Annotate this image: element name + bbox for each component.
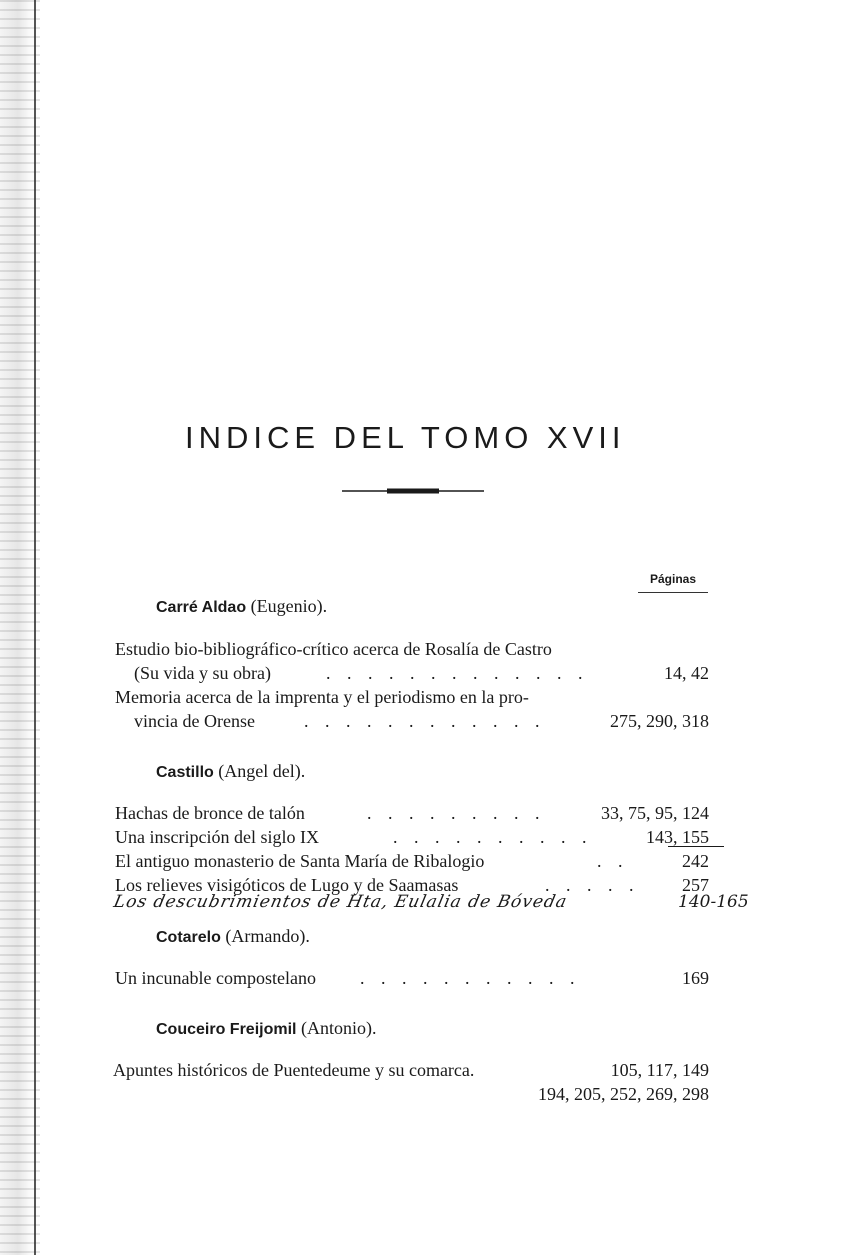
leader-dots: . . . . . . . . . xyxy=(367,803,546,823)
handwritten-note-pages: 140-165 xyxy=(678,892,749,912)
entry-line xyxy=(115,966,709,990)
entry-text: vincia de Orense xyxy=(134,711,255,731)
author-surname: Carré Aldao xyxy=(156,599,247,616)
author-given-name: (Armando). xyxy=(225,926,310,946)
handwritten-underline-mark xyxy=(668,846,724,847)
entry-pages: 169 xyxy=(682,968,709,988)
entry-pages: 242 xyxy=(682,851,709,871)
handwritten-annotation xyxy=(111,892,764,918)
author-heading xyxy=(156,926,310,947)
leader-dots: . . . . . . . . . . . xyxy=(360,968,581,988)
entry-pages: 194, 205, 252, 269, 298 xyxy=(538,1084,709,1104)
entry-text: Estudio bio-bibliográfico-crítico acerca de Rosalía de Castro xyxy=(115,639,552,659)
leader-dots: . . . . . . . . . . xyxy=(393,827,593,847)
author-given-name: (Eugenio). xyxy=(250,596,328,616)
author-surname: Couceiro Freijomil xyxy=(156,1021,297,1038)
entry-line xyxy=(115,801,709,825)
entry-pages: 257 xyxy=(682,875,709,895)
entry-pages: 33, 75, 95, 124 xyxy=(601,803,709,823)
entry-text: El antiguo monasterio de Santa María de Ribalogio xyxy=(115,851,485,871)
entry-line xyxy=(115,849,709,873)
leader-dots: . . xyxy=(597,851,629,871)
entry-pages: 14, 42 xyxy=(664,663,709,683)
leader-dots: . . . . . . . . . . . . xyxy=(304,711,546,731)
entry-text: Los relieves visigóticos de Lugo y de Saamasas xyxy=(115,875,459,895)
entry-line xyxy=(134,709,709,733)
leader-dots: . . . . . . . . . . . . . xyxy=(326,663,589,683)
entry-text: Una inscripción del siglo IX xyxy=(115,827,319,847)
author-heading xyxy=(156,1018,376,1039)
entry-line xyxy=(115,825,709,849)
author-given-name: (Angel del). xyxy=(218,761,306,781)
entry-pages: 105, 117, 149 xyxy=(610,1060,709,1080)
leader-dots: . . . . . xyxy=(545,875,640,895)
entry-line xyxy=(134,661,709,685)
pages-column-header: Páginas xyxy=(638,572,708,593)
entry-pages: 275, 290, 318 xyxy=(610,711,709,731)
entry-line xyxy=(113,1058,709,1082)
author-surname: Castillo xyxy=(156,764,214,781)
handwritten-note-text: Los descubrimientos de Hta, Eulalia de Bóveda xyxy=(111,892,570,912)
author-surname: Cotarelo xyxy=(156,929,221,946)
author-given-name: (Antonio). xyxy=(300,1018,377,1038)
entry-text: Memoria acerca de la imprenta y el periodismo en la pro- xyxy=(115,687,529,707)
entry-text: Un incunable compostelano xyxy=(115,968,316,988)
entry-title-line xyxy=(115,685,675,709)
page-title: INDICE DEL TOMO XVII xyxy=(185,420,626,455)
author-heading xyxy=(156,761,305,782)
entry-line xyxy=(113,1082,709,1106)
entry-text: Apuntes históricos de Puentedeume y su comarca. xyxy=(113,1060,475,1080)
entry-text: Hachas de bronce de talón xyxy=(115,803,305,823)
entry-title-line xyxy=(115,637,675,661)
entry-pages: 143, 155 xyxy=(646,827,709,847)
author-heading xyxy=(156,596,327,617)
entry-text: (Su vida y su obra) xyxy=(134,663,271,683)
title-ornament xyxy=(342,485,484,497)
book-binding-edge xyxy=(0,0,40,1255)
